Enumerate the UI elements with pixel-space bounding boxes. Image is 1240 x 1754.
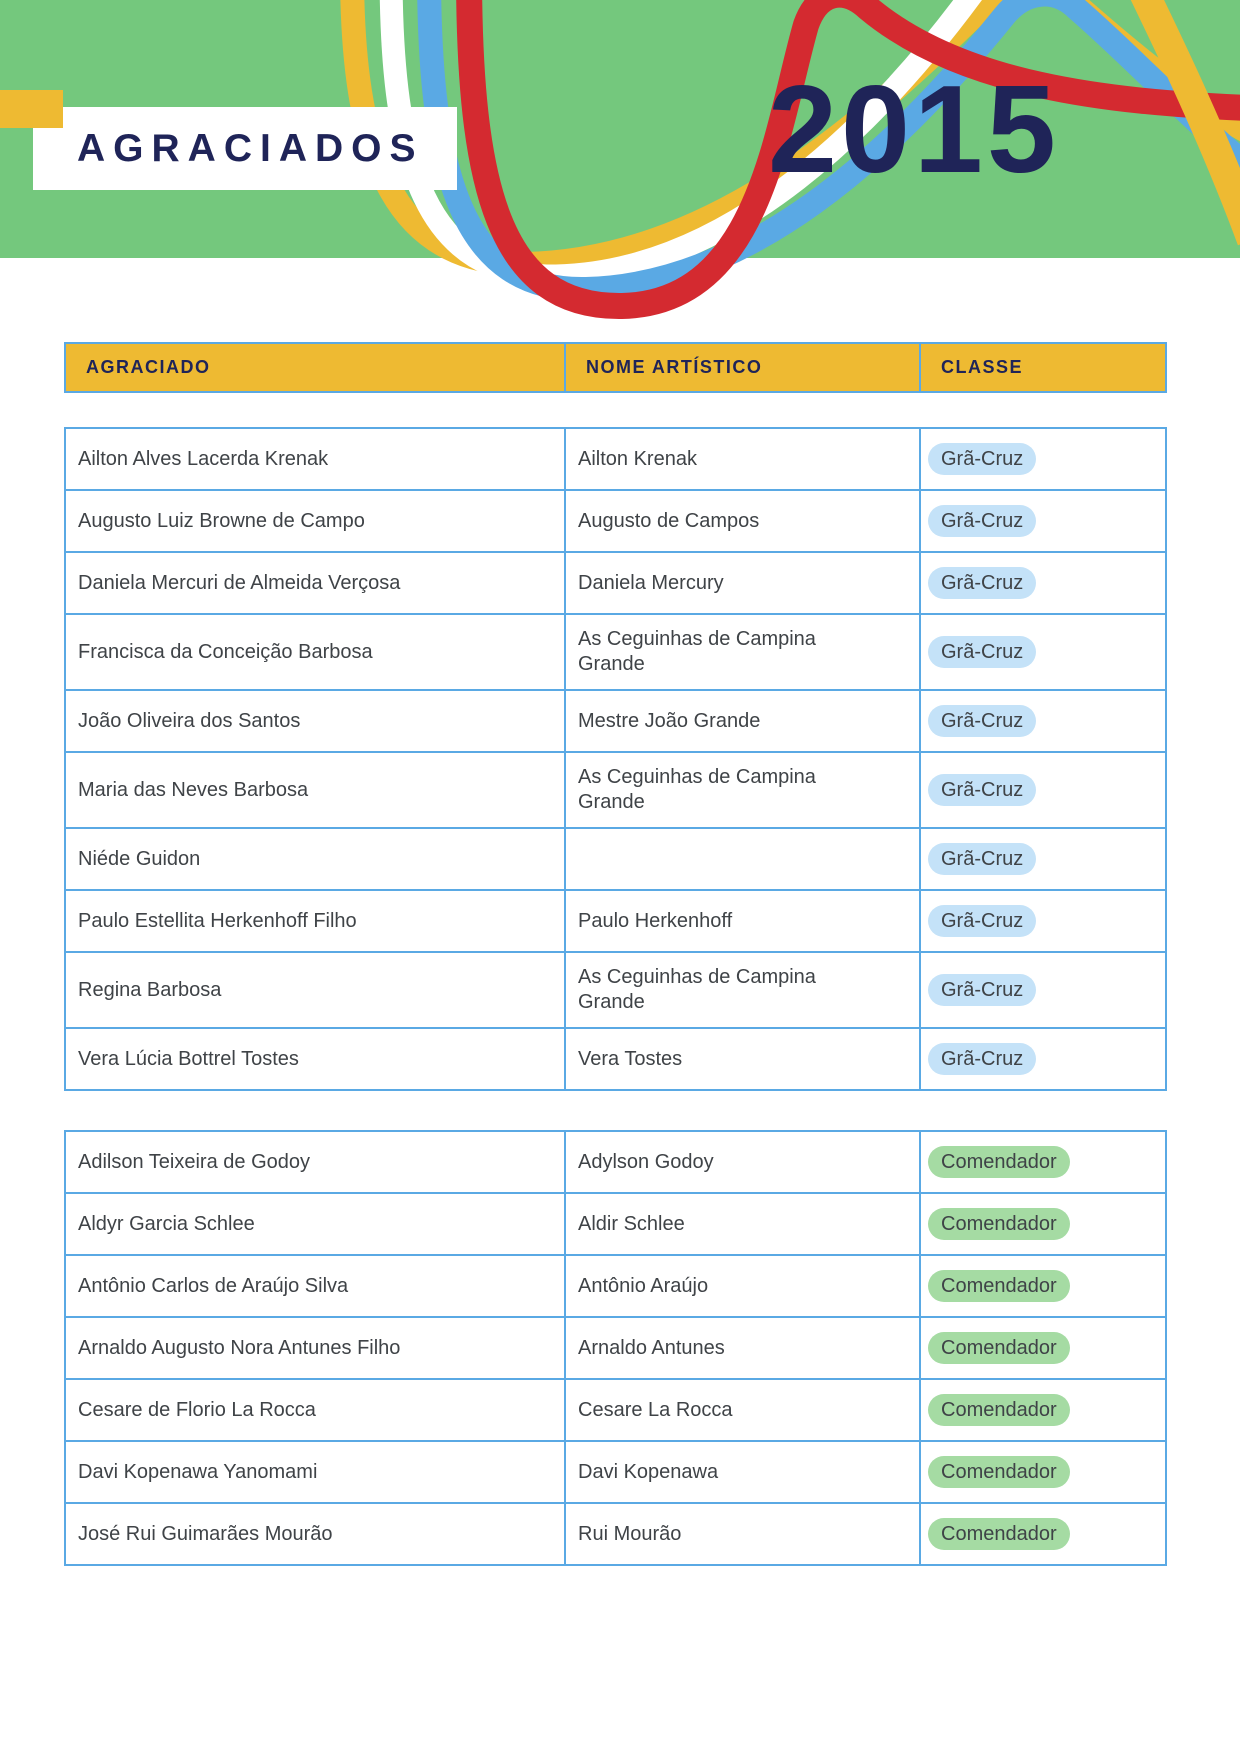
classe-badge: Grã-Cruz [928,774,1036,806]
cell-classe [919,1318,1165,1378]
classe-badge: Grã-Cruz [928,443,1036,475]
cell-agraciado: Cesare de Florio La Rocca [78,1398,316,1421]
cell-agraciado: Maria das Neves Barbosa [78,778,309,801]
classe-badge: Comendador [928,1146,1070,1178]
cell-nome-artistico: Rui Mourão [564,1504,919,1564]
table-header-row [64,342,1167,393]
cell-nome-artistico: Vera Tostes [564,1029,919,1089]
cell-classe [919,1442,1165,1502]
table-row [66,1504,1165,1566]
cell-nome-artistico: Augusto de Campos [564,491,919,551]
cell-classe [919,891,1165,951]
classe-badge: Grã-Cruz [928,505,1036,537]
table-row [66,1256,1165,1318]
classe-badge: Grã-Cruz [928,705,1036,737]
table-row [66,753,1165,829]
classe-badge: Grã-Cruz [928,974,1036,1006]
cell-agraciado: José Rui Guimarães Mourão [78,1522,333,1545]
cell-agraciado: Adilson Teixeira de Godoy [78,1150,310,1173]
classe-badge: Comendador [928,1456,1070,1488]
classe-badge: Comendador [928,1518,1070,1550]
cell-agraciado: Regina Barbosa [78,978,222,1001]
classe-badge: Grã-Cruz [928,843,1036,875]
cell-classe [919,1194,1165,1254]
cell-classe [919,829,1165,889]
table-row [66,491,1165,553]
table-row [66,553,1165,615]
cell-classe [919,1256,1165,1316]
cell-agraciado: Ailton Alves Lacerda Krenak [78,447,329,470]
cell-nome-artistico [564,829,919,889]
cell-agraciado: Arnaldo Augusto Nora Antunes Filho [78,1336,401,1359]
table-row [66,1380,1165,1442]
cell-classe [919,429,1165,489]
cell-nome-artistico: As Ceguinhas de Campina Grande [564,953,919,1027]
cell-agraciado: Aldyr Garcia Schlee [78,1212,255,1235]
cell-nome-artistico: Mestre João Grande [564,691,919,751]
table-row [66,1029,1165,1091]
cell-agraciado: Augusto Luiz Browne de Campo [78,509,365,532]
table-row [66,1132,1165,1194]
header-cell-agraciado: AGRACIADO [86,357,211,377]
cell-agraciado: Davi Kopenawa Yanomami [78,1460,318,1483]
table-row [66,691,1165,753]
cell-nome-artistico: Davi Kopenawa [564,1442,919,1502]
table-row [66,953,1165,1029]
yellow-accent-square [0,90,63,128]
classe-badge: Comendador [928,1394,1070,1426]
classe-badge: Grã-Cruz [928,636,1036,668]
table-row [66,1194,1165,1256]
table-row [66,615,1165,691]
cell-agraciado: Daniela Mercuri de Almeida Verçosa [78,571,401,594]
cell-agraciado: Antônio Carlos de Araújo Silva [78,1274,349,1297]
table-row [66,1318,1165,1380]
header-cell-classe: CLASSE [919,344,1165,391]
table-row [66,429,1165,491]
cell-agraciado: Niéde Guidon [78,847,201,870]
classe-badge: Comendador [928,1332,1070,1364]
table-row [66,829,1165,891]
cell-nome-artistico: As Ceguinhas de Campina Grande [564,615,919,689]
cell-classe [919,553,1165,613]
classe-badge: Grã-Cruz [928,905,1036,937]
classe-badge: Grã-Cruz [928,1043,1036,1075]
cell-classe [919,1380,1165,1440]
cell-classe [919,691,1165,751]
cell-classe [919,753,1165,827]
cell-nome-artistico: Paulo Herkenhoff [564,891,919,951]
cell-classe [919,615,1165,689]
cell-nome-artistico: Ailton Krenak [564,429,919,489]
table-row [66,891,1165,953]
cell-agraciado: Vera Lúcia Bottrel Tostes [78,1047,299,1070]
cell-agraciado: João Oliveira dos Santos [78,709,301,732]
cell-classe [919,1504,1165,1564]
classe-badge: Comendador [928,1270,1070,1302]
page-title: AGRACIADOS [77,126,424,170]
cell-classe [919,1132,1165,1192]
cell-nome-artistico: Cesare La Rocca [564,1380,919,1440]
cell-agraciado: Francisca da Conceição Barbosa [78,640,373,663]
cell-nome-artistico: Adylson Godoy [564,1132,919,1192]
cell-nome-artistico: Aldir Schlee [564,1194,919,1254]
classe-badge: Grã-Cruz [928,567,1036,599]
cell-nome-artistico: As Ceguinhas de Campina Grande [564,753,919,827]
year-label: 2015 [768,61,1060,199]
cell-classe [919,491,1165,551]
cell-agraciado: Paulo Estellita Herkenhoff Filho [78,909,357,932]
table-gra-cruz [64,427,1167,1091]
table-comendador [64,1130,1167,1566]
classe-badge: Comendador [928,1208,1070,1240]
table-row [66,1442,1165,1504]
cell-classe [919,953,1165,1027]
title-band [33,107,457,190]
header-cell-nome-artistico: NOME ARTÍSTICO [564,344,919,391]
cell-nome-artistico: Arnaldo Antunes [564,1318,919,1378]
cell-nome-artistico: Antônio Araújo [564,1256,919,1316]
cell-classe [919,1029,1165,1089]
cell-nome-artistico: Daniela Mercury [564,553,919,613]
